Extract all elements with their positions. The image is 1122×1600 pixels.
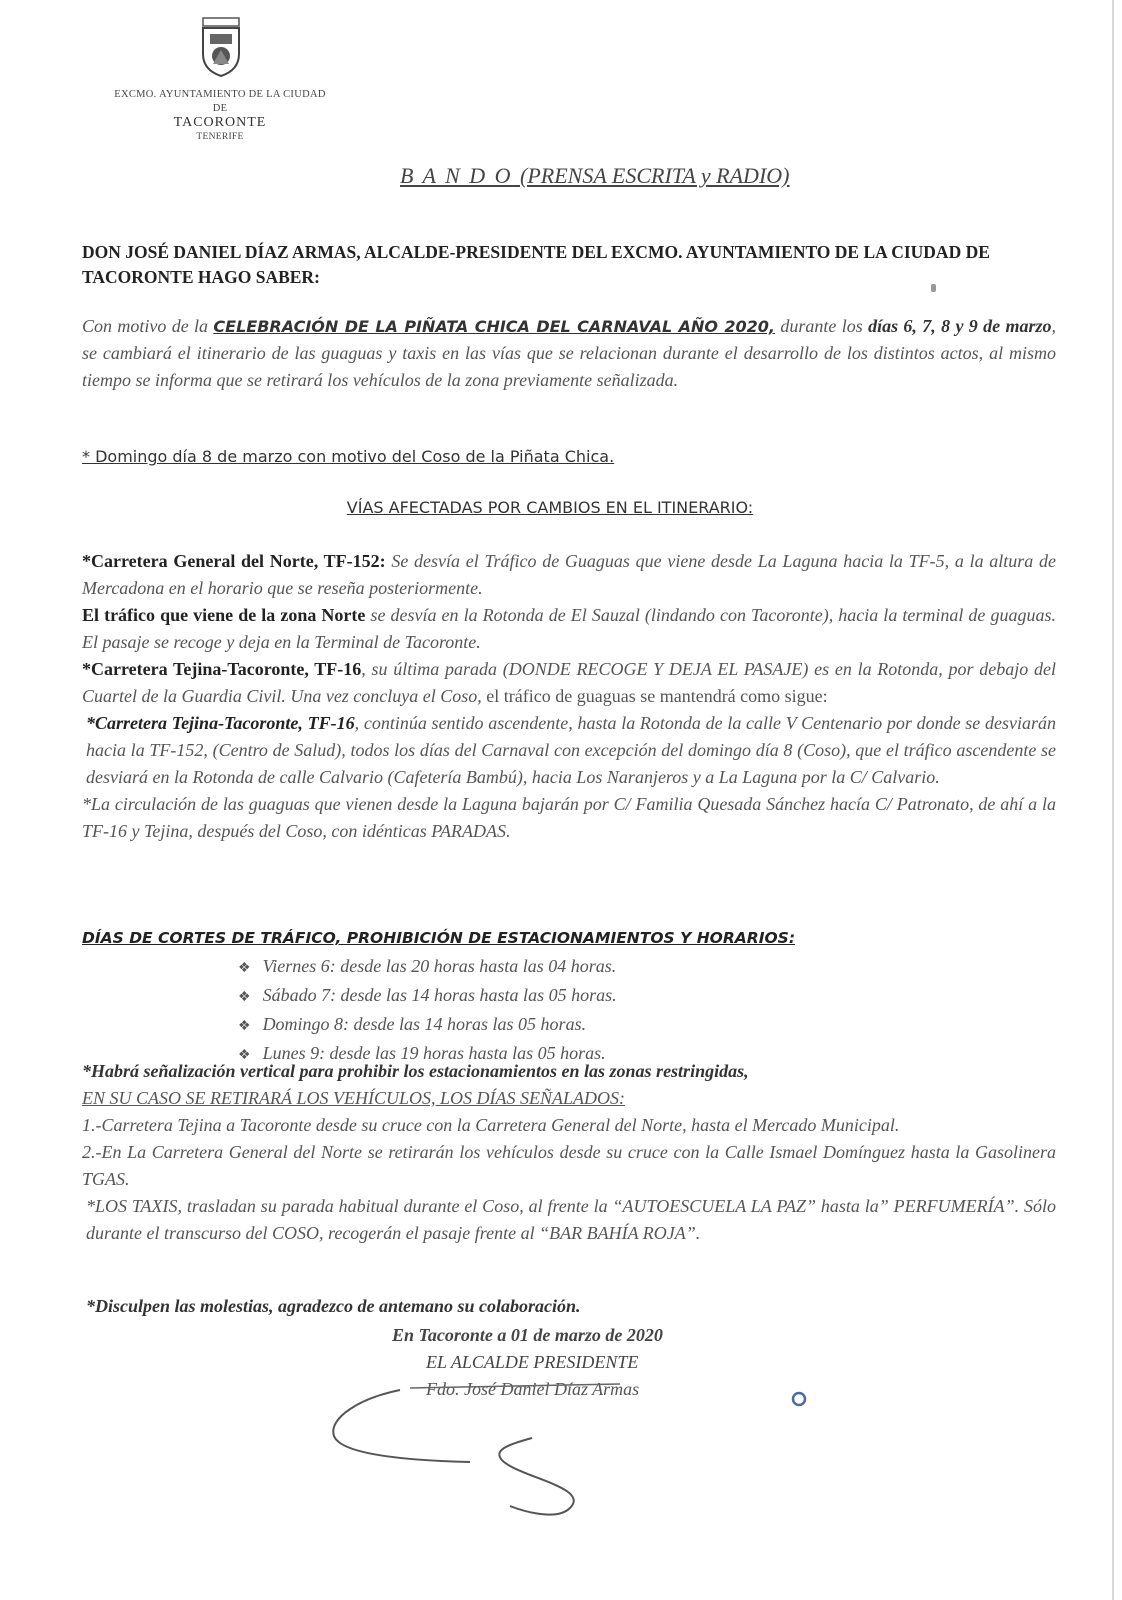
day-item-domingo: ❖ Domingo 8: desde las 14 horas las 05 horas. [238, 1011, 617, 1040]
road-item-norte [82, 602, 1056, 656]
removal-notice: EN SU CASO SE RETIRARÁ LOS VEHÍCULOS, LOS DÍAS SEÑALADOS: [82, 1088, 625, 1108]
road-item-tf152 [82, 548, 1056, 602]
road-tf16-route-label: *Carretera Tejina-Tacoronte, TF-16 [86, 713, 355, 733]
intro-paragraph [82, 313, 1056, 394]
day-item-viernes: ❖ Viernes 6: desde las 20 horas hasta las 04 horas. [238, 953, 617, 982]
day-item-lunes: ❖ Lunes 9: desde las 19 horas hasta las 05 horas. [238, 1040, 617, 1069]
days-list [238, 953, 617, 1069]
taxis-notice: *LOS TAXIS, trasladan su parada habitual durante el Coso, al frente la “AUTOESCUELA LA PAZ” hasta la” PERFUMERÍA”. Sólo durante el transcurso del COSO, recogerán el pasaje frente al “BAR BAHÍA ROJA”. [86, 1196, 1056, 1243]
page-edge-line [1112, 0, 1114, 1600]
page-title [400, 163, 789, 189]
handwritten-signature [320, 1378, 620, 1528]
municipal-crest-icon [197, 16, 245, 78]
removal-item-1: 1.-Carretera Tejina a Tacoronte desde su cruce con la Carretera General del Norte, hasta el Mercado Municipal. [82, 1115, 900, 1135]
signage-notice: *Habrá señalización vertical para prohibir los estacionamientos en las zonas restringidas, [82, 1061, 749, 1081]
signature-date: En Tacoronte a 01 de marzo de 2020 [392, 1325, 663, 1345]
ayuntamiento-header [80, 88, 360, 144]
vias-heading: VÍAS AFECTADAS POR CAMBIOS EN EL ITINERARIO: [346, 498, 754, 517]
sunday-note: * Domingo día 8 de marzo con motivo del Coso de la Piñata Chica. [82, 447, 615, 466]
road-tf16-text: , su última parada (DONDE RECOGE Y DEJA EL PASAJE) es en la Rotonda, por debajo del Cuartel de la Guardia Civil. Una vez concluya el Coso, [82, 659, 1056, 706]
roads-section [82, 548, 1056, 845]
signature-role: EL ALCALDE PRESIDENTE [426, 1352, 639, 1372]
intro-text-1: Con motivo de la [82, 316, 214, 336]
island-name: TENERIFE [196, 132, 244, 142]
ayuntamiento-line1: EXCMO. AYUNTAMIENTO DE LA CIUDAD [114, 89, 326, 100]
road-item-tf16-route [82, 710, 1056, 791]
road-item-laguna: *La circulación de las guaguas que vienen desde la Laguna bajarán por C/ Familia Quesada Sánchez hacía C/ Patronato, de ahí a la TF-16 y Tejina, después del Coso, con idénticas PARADAS. [82, 794, 1056, 841]
road-item-tf16 [82, 656, 1056, 710]
road-norte-label: El tráfico que viene de la zona Norte [82, 605, 366, 625]
road-tf152-label: *Carretera General del Norte, TF-152: [82, 551, 386, 571]
title-subtitle: (PRENSA ESCRITA y RADIO) [520, 163, 790, 188]
city-name: TACORONTE [173, 115, 267, 130]
event-dates: días 6, 7, 8 y 9 de marzo [868, 316, 1052, 336]
road-tf16-route-text: , continúa sentido ascendente, hasta la Rotonda de la calle V Centenario por donde se desviarán hacia la TF-152, (Centro de Salud), todos los días del Carnaval con excepción del domingo día 8 (Coso), que el tráfico ascendente se desviará en la Rotonda de calle Calvario (Cafetería Bambú), hacia Los Naranjeros y a La Laguna por la C/ Calvario. [86, 713, 1057, 787]
title-bando: B A N D O [400, 163, 513, 188]
event-name: CELEBRACIÓN DE LA PIÑATA CHICA DEL CARNAVAL AÑO 2020, [213, 317, 776, 336]
apology-line: *Disculpen las molestias, agradezco de antemano su colaboración. [86, 1296, 581, 1316]
mayor-heading: DON JOSÉ DANIEL DÍAZ ARMAS, ALCALDE-PRESIDENTE DEL EXCMO. AYUNTAMIENTO DE LA CIUDAD DE TACORONTE HAGO SABER: [82, 242, 990, 287]
intro-text-3: , se cambiará el itinerario de las guaguas y taxis en las vías que se relacionan durante el desarrollo de los distintos actos, al mismo tiempo se informa que se retirará los vehículos de la zona previamente señalizada. [82, 316, 1056, 390]
removal-item-2: 2.-En La Carretera General del Norte se retirarán los vehículos desde su cruce con la Calle Ismael Domínguez hasta la Gasolinera TGAS. [82, 1142, 1056, 1189]
road-norte-text: se desvía en la Rotonda de El Sauzal (lindando con Tacoronte), hacia la terminal de guaguas. El pasaje se recoge y deja en la Terminal de Tacoronte. [82, 605, 1056, 652]
notice-section [82, 1058, 1056, 1247]
signature-name: Fdo. José Daniel Díaz Armas [426, 1379, 640, 1399]
road-tf16-label: *Carretera Tejina-Tacoronte, TF-16 [82, 659, 362, 679]
road-tf152-text: Se desvía el Tráfico de Guaguas que viene desde La Laguna hacia la TF-5, a la altura de Mercadona en el horario que se reseña posteriormente. [82, 551, 1057, 598]
day-item-sabado: ❖ Sábado 7: desde las 14 horas hasta las 05 horas. [238, 982, 617, 1011]
road-tf16-tail: el tráfico de guaguas se mantendrá como sigue: [481, 686, 828, 706]
intro-text-2: durante los [775, 316, 869, 336]
cuts-heading: DÍAS DE CORTES DE TRÁFICO, PROHIBICIÓN DE ESTACIONAMIENTOS Y HORARIOS: [82, 929, 796, 947]
ayuntamiento-line2: DE [212, 103, 228, 114]
stamp-icon [790, 1390, 808, 1408]
scan-mark [931, 284, 936, 292]
